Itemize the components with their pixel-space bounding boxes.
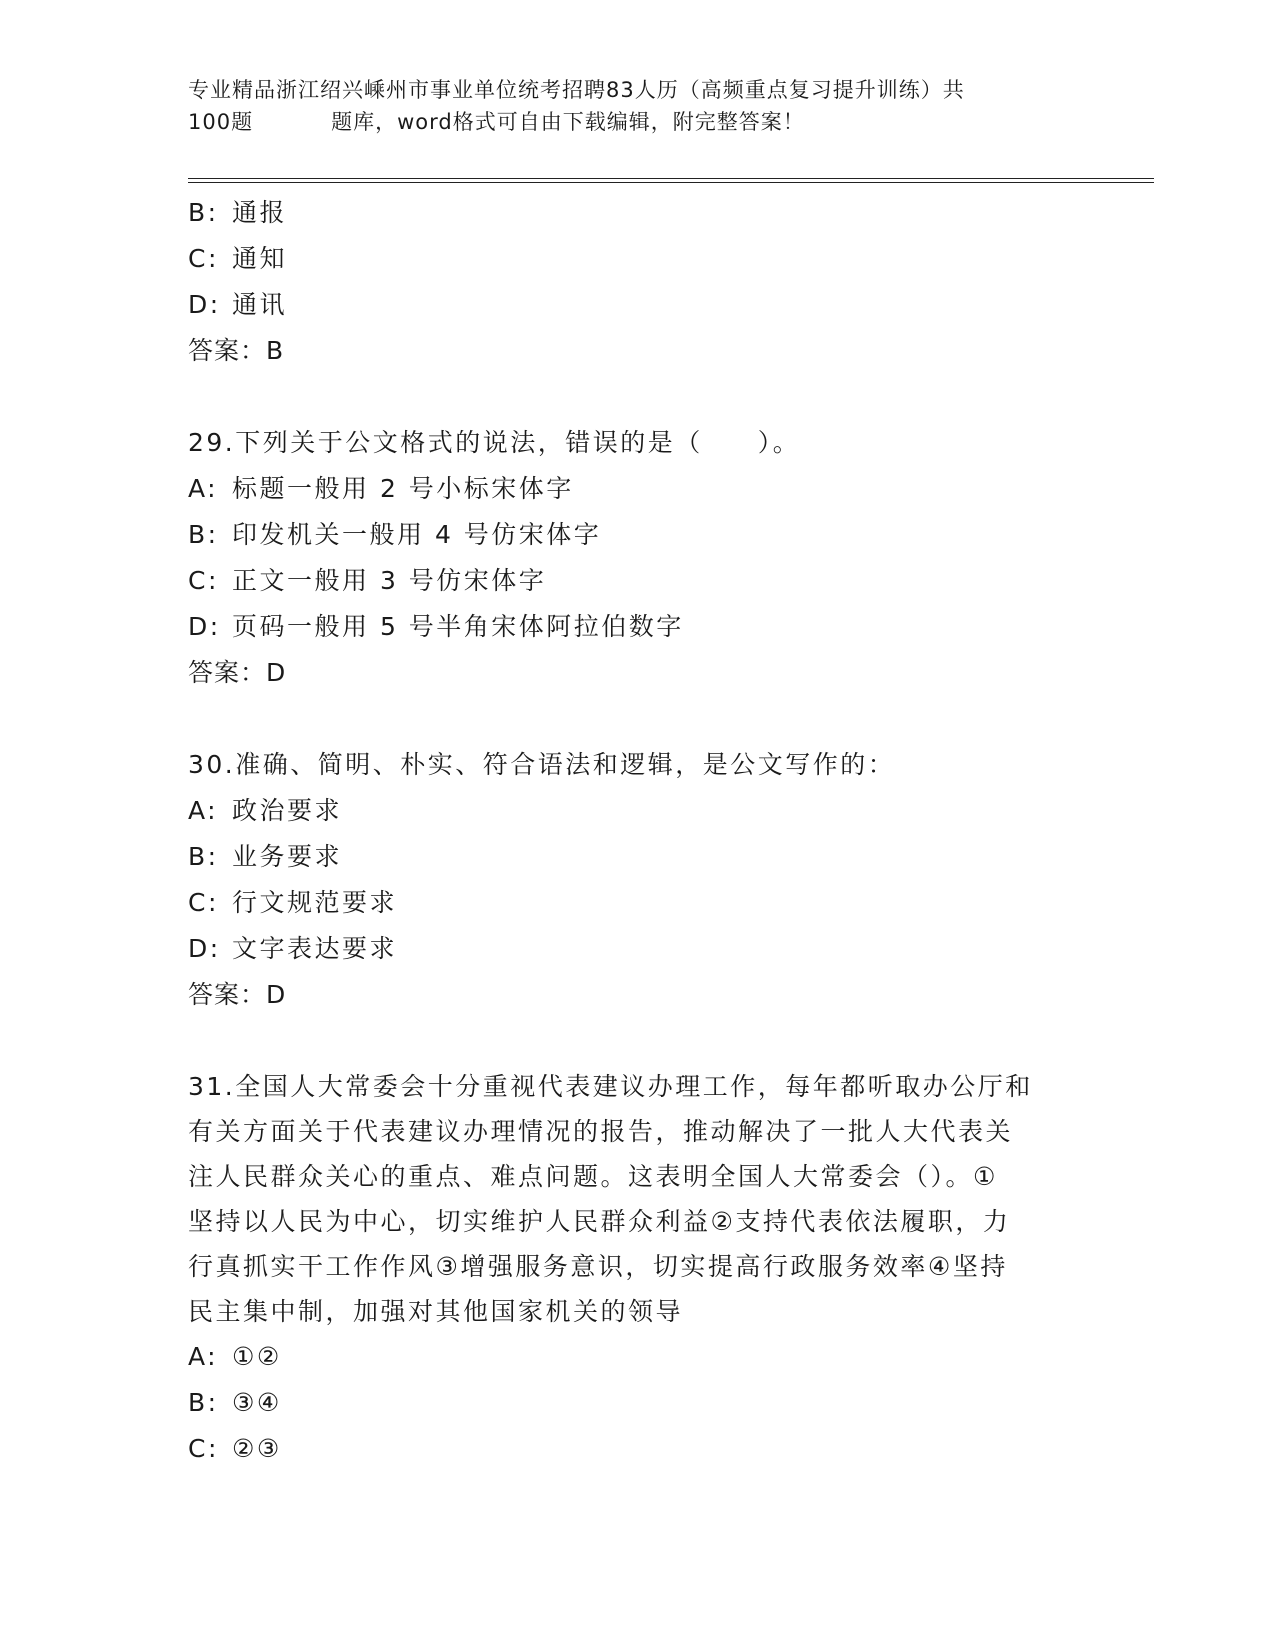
header-divider-bottom xyxy=(188,182,1154,183)
option-d xyxy=(188,282,1088,328)
option-b xyxy=(188,190,1088,236)
question-text-line: 31.全国人大常委会十分重视代表建议办理工作，每年都听取办公厅和 xyxy=(188,1072,1033,1101)
option-b xyxy=(188,1380,1088,1426)
question-text: 30.准确、简明、朴实、符合语法和逻辑，是公文写作的： xyxy=(188,750,896,779)
option-b xyxy=(188,834,1088,880)
question-block-31 xyxy=(188,1064,1088,1472)
option-text: ③④ xyxy=(232,1388,282,1417)
option-letter: C: xyxy=(188,566,219,595)
header-count: 100题 xyxy=(188,110,254,134)
question-block-28-continued xyxy=(188,190,1088,374)
option-letter: C: xyxy=(188,888,219,917)
option-letter: C: xyxy=(188,1434,219,1463)
question-list xyxy=(188,190,1088,1472)
option-a xyxy=(188,1334,1088,1380)
option-text: 标题一般用 2 号小标宋体字 xyxy=(232,474,574,503)
option-letter: B: xyxy=(188,842,219,871)
option-letter: B: xyxy=(188,198,219,227)
option-c xyxy=(188,880,1088,926)
option-a xyxy=(188,788,1088,834)
answer-line: 答案：D xyxy=(188,980,287,1009)
header-divider-top xyxy=(188,178,1154,179)
answer-line: 答案：B xyxy=(188,336,285,365)
option-text: ②③ xyxy=(232,1434,282,1463)
option-text: 通讯 xyxy=(232,290,288,319)
question-text-line: 行真抓实干工作作风③增强服务意识，切实提高行政服务效率④坚持 xyxy=(188,1252,1008,1281)
option-letter: C: xyxy=(188,244,219,273)
option-letter: D: xyxy=(188,934,221,963)
question-text-line: 坚持以人民为中心，切实维护人民群众利益②支持代表依法履职，力 xyxy=(188,1207,1011,1236)
option-d xyxy=(188,926,1088,972)
option-letter: D: xyxy=(188,290,221,319)
question-text-line: 有关方面关于代表建议办理情况的报告，推动解决了一批人大代表关 xyxy=(188,1117,1014,1146)
option-text: 正文一般用 3 号仿宋体字 xyxy=(232,566,547,595)
option-c xyxy=(188,236,1088,282)
option-text: 业务要求 xyxy=(232,842,343,871)
question-text: 29.下列关于公文格式的说法，错误的是（ ）。 xyxy=(188,428,801,457)
option-b xyxy=(188,512,1088,558)
answer-line: 答案：D xyxy=(188,658,287,687)
option-text: 文字表达要求 xyxy=(232,934,398,963)
header-line-2 xyxy=(188,106,1088,138)
option-c xyxy=(188,1426,1088,1472)
question-text-line: 注人民群众关心的重点、难点问题。这表明全国人大常委会（）。① xyxy=(188,1162,998,1191)
option-text: 印发机关一般用 4 号仿宋体字 xyxy=(232,520,602,549)
header-description: 题库，word格式可自由下载编辑，附完整答案！ xyxy=(331,110,805,134)
document-header xyxy=(188,74,1088,138)
option-letter: A: xyxy=(188,474,219,503)
option-letter: B: xyxy=(188,520,219,549)
option-text: 通报 xyxy=(232,198,288,227)
question-block-29 xyxy=(188,420,1088,696)
option-letter: D: xyxy=(188,612,221,641)
option-text: 政治要求 xyxy=(232,796,343,825)
option-letter: B: xyxy=(188,1388,219,1417)
option-letter: A: xyxy=(188,1342,219,1371)
option-text: ①② xyxy=(232,1342,282,1371)
question-text-line: 民主集中制，加强对其他国家机关的领导 xyxy=(188,1297,684,1326)
option-c xyxy=(188,558,1088,604)
option-text: 通知 xyxy=(232,244,288,273)
option-letter: A: xyxy=(188,796,219,825)
option-a xyxy=(188,466,1088,512)
question-block-30 xyxy=(188,742,1088,1018)
option-text: 页码一般用 5 号半角宋体阿拉伯数字 xyxy=(232,612,684,641)
header-line-1: 专业精品浙江绍兴嵊州市事业单位统考招聘83人历（高频重点复习提升训练）共 xyxy=(188,78,965,102)
option-text: 行文规范要求 xyxy=(232,888,398,917)
option-d xyxy=(188,604,1088,650)
